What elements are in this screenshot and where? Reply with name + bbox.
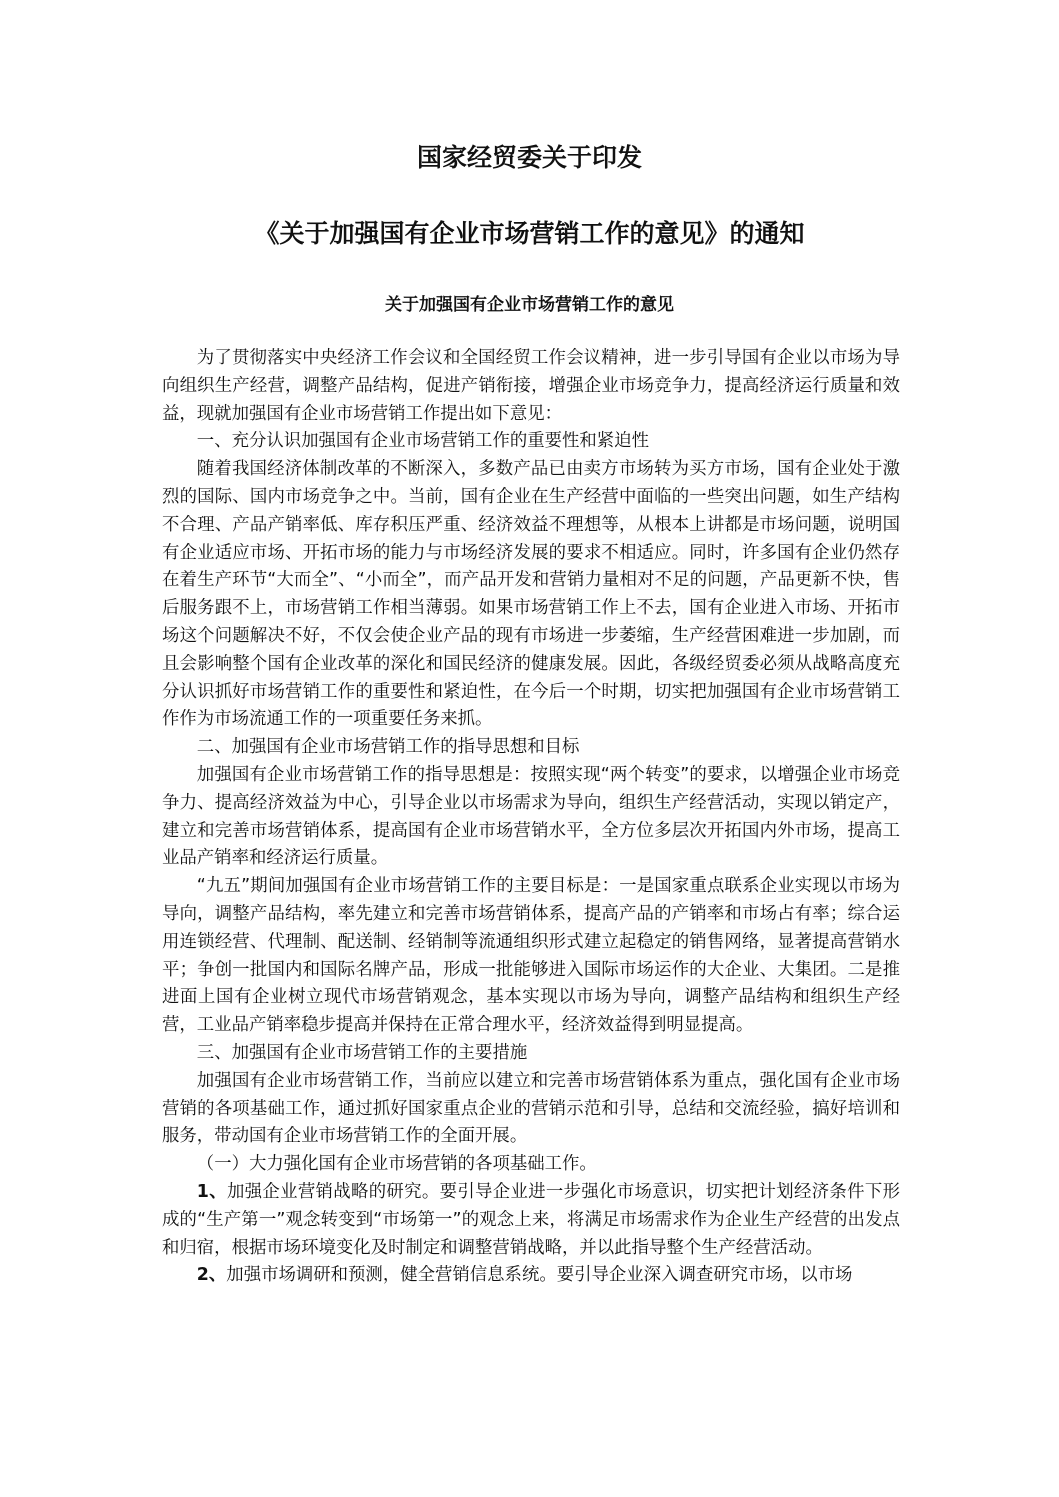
section-heading-1: 一、充分认识加强国有企业市场营销工作的重要性和紧迫性: [196, 431, 649, 452]
document-subtitle: 关于加强国有企业市场营销工作的意见: [385, 295, 674, 315]
list-item-1-text: 加强企业营销战略的研究。要引导企业进一步强化市场意识，切实把计划经济条件下形成的“生产第一”观念转变到“市场第一”的观念上来，将满足市场需求作为企业生产经营的出发点和归宿，根据市场环境变化及时制定和调整营销战略，并以此指导整个生产经营活动。: [162, 1181, 900, 1258]
document-title-line2: 《关于加强国有企业市场营销工作的意见》的通知: [254, 219, 805, 248]
list-item-2-text: 加强市场调研和预测，健全营销信息系统。要引导企业深入调查研究市场，以市场: [226, 1265, 853, 1286]
document-body: [162, 345, 900, 1290]
intro-paragraph: 为了贯彻落实中央经济工作会议和全国经贸工作会议精神，进一步引导国有企业以市场为导向组织生产经营，调整产品结构，促进产销衔接，增强企业市场竞争力，提高经济运行质量和效益，现就加强国有企业市场营销工作提出如下意见：: [162, 348, 900, 424]
list-item-2-number: 2、: [196, 1265, 227, 1286]
list-item-1: [162, 1179, 900, 1262]
list-item-1-number: 1、: [196, 1181, 227, 1202]
list-item-2: [162, 1262, 900, 1290]
body-paragraph: 加强国有企业市场营销工作的指导思想是：按照实现“两个转变”的要求，以增强企业市场竞争力、提高经济效益为中心，引导企业以市场需求为导向，组织生产经营活动，实现以销定产，建立和完善市场营销体系，提高国有企业市场营销水平，全方位多层次开拓国内外市场，提高工业品产销率和经济运行质量。: [162, 764, 900, 869]
section-heading-3: 三、加强国有企业市场营销工作的主要措施: [196, 1042, 528, 1063]
subsection-heading-1: （一）大力强化国有企业市场营销的各项基础工作。: [196, 1154, 597, 1175]
section-heading-2: 二、加强国有企业市场营销工作的指导思想和目标: [196, 737, 580, 758]
body-paragraph: 加强国有企业市场营销工作，当前应以建立和完善市场营销体系为重点，强化国有企业市场营销的各项基础工作，通过抓好国家重点企业的营销示范和引导，总结和交流经验，搞好培训和服务，带动国有企业市场营销工作的全面开展。: [162, 1070, 900, 1147]
document-title-line1: 国家经贸委关于印发: [416, 143, 642, 172]
body-paragraph: “九五”期间加强国有企业市场营销工作的主要目标是：一是国家重点联系企业实现以市场为导向，调整产品结构，率先建立和完善市场营销体系，提高产品的产销率和市场占有率；综合运用连锁经营、代理制、配送制、经销制等流通组织形式建立起稳定的销售网络，显著提高营销水平；争创一批国内和国际名牌产品，形成一批能够进入国际市场运作的大企业、大集团。二是推进面上国有企业树立现代市场营销观念，基本实现以市场为导向，调整产品结构和组织生产经营，工业品产销率稳步提高并保持在正常合理水平，经济效益得到明显提高。: [162, 876, 900, 1036]
body-paragraph: 随着我国经济体制改革的不断深入，多数产品已由卖方市场转为买方市场，国有企业处于激烈的国际、国内市场竞争之中。当前，国有企业在生产经营中面临的一些突出问题，如生产结构不合理、产品产销率低、库存积压严重、经济效益不理想等，从根本上讲都是市场问题，说明国有企业适应市场、开拓市场的能力与市场经济发展的要求不相适应。同时，许多国有企业仍然存在着生产环节“大而全”、“小而全”，而产品开发和营销力量相对不足的问题，产品更新不快，售后服务跟不上，市场营销工作相当薄弱。如果市场营销工作上不去，国有企业进入市场、开拓市场这个问题解决不好，不仅会使企业产品的现有市场进一步萎缩，生产经营困难进一步加剧，而且会影响整个国有企业改革的深化和国民经济的健康发展。因此，各级经贸委必须从战略高度充分认识抓好市场营销工作的重要性和紧迫性，在今后一个时期，切实把加强国有企业市场营销工作作为市场流通工作的一项重要任务来抓。: [162, 459, 900, 730]
